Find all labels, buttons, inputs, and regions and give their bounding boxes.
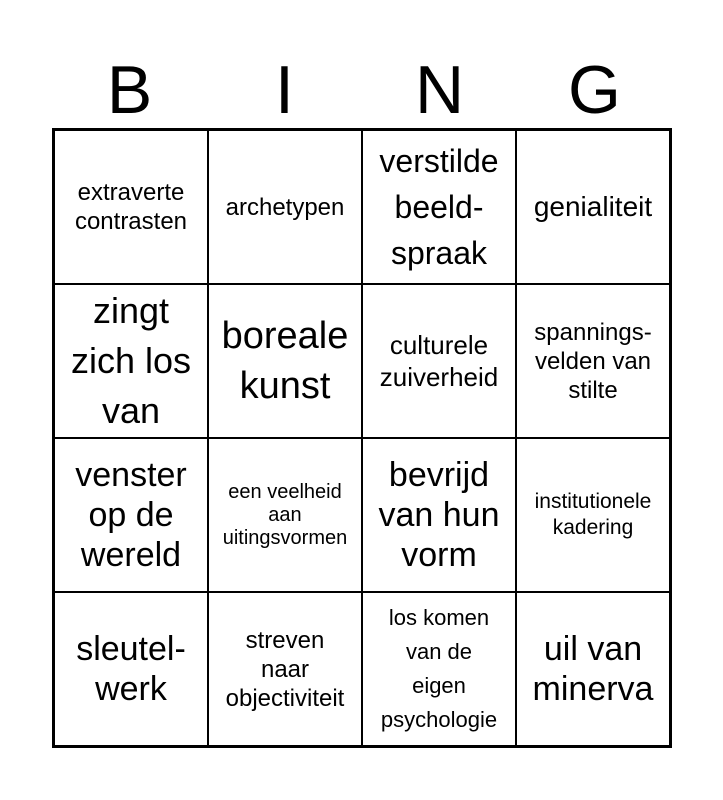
bingo-cell-label: institutionele kadering (534, 490, 652, 539)
bingo-cell[interactable] (54, 284, 208, 438)
bingo-cell[interactable] (516, 284, 670, 438)
bingo-cell[interactable] (516, 592, 670, 746)
bingo-cell-label: spannings- velden van stilte (534, 318, 652, 404)
bingo-cell-label: streven naar objectiviteit (225, 626, 345, 712)
bingo-cell[interactable] (362, 284, 516, 438)
bingo-cell[interactable] (54, 592, 208, 746)
bingo-cell[interactable] (362, 438, 516, 592)
bingo-header (52, 52, 672, 128)
bingo-cell[interactable] (54, 130, 208, 284)
bingo-grid (52, 128, 672, 748)
header-letter-g: G (568, 52, 621, 128)
bingo-cell-label: boreale kunst (221, 315, 349, 407)
bingo-cell[interactable] (208, 284, 362, 438)
header-letter-i: I (275, 52, 294, 128)
bingo-cell[interactable] (516, 438, 670, 592)
bingo-cell-label: bevrijd van hun vorm (378, 456, 500, 574)
bingo-cell[interactable] (362, 130, 516, 284)
bingo-cell[interactable] (208, 592, 362, 746)
bingo-cell-label: extraverte contrasten (74, 179, 188, 235)
bingo-cell[interactable] (516, 130, 670, 284)
bingo-cell-label: een veelheid aan uitingsvormen (222, 480, 348, 549)
bingo-cell-label: venster op de wereld (75, 456, 187, 574)
header-letter-n: N (414, 52, 465, 128)
bingo-cell-label: culturele zuiverheid (379, 330, 499, 392)
bingo-cell[interactable] (54, 438, 208, 592)
bingo-cell-label: uil van minerva (532, 630, 654, 708)
header-letter-b: B (106, 52, 153, 128)
bingo-cell-label: verstilde beeld- spraak (379, 143, 499, 271)
bingo-cell[interactable] (208, 438, 362, 592)
bingo-cell-label: los komen van de eigen psychologie (380, 605, 498, 732)
bingo-cell-label: genialiteit (533, 191, 653, 222)
bingo-cell[interactable] (362, 592, 516, 746)
bingo-cell[interactable] (208, 130, 362, 284)
bingo-cell-label: archetypen (225, 193, 345, 221)
bingo-cell-label: zingt zich los van (70, 290, 192, 431)
bingo-cell-label: sleutel- werk (76, 630, 186, 708)
